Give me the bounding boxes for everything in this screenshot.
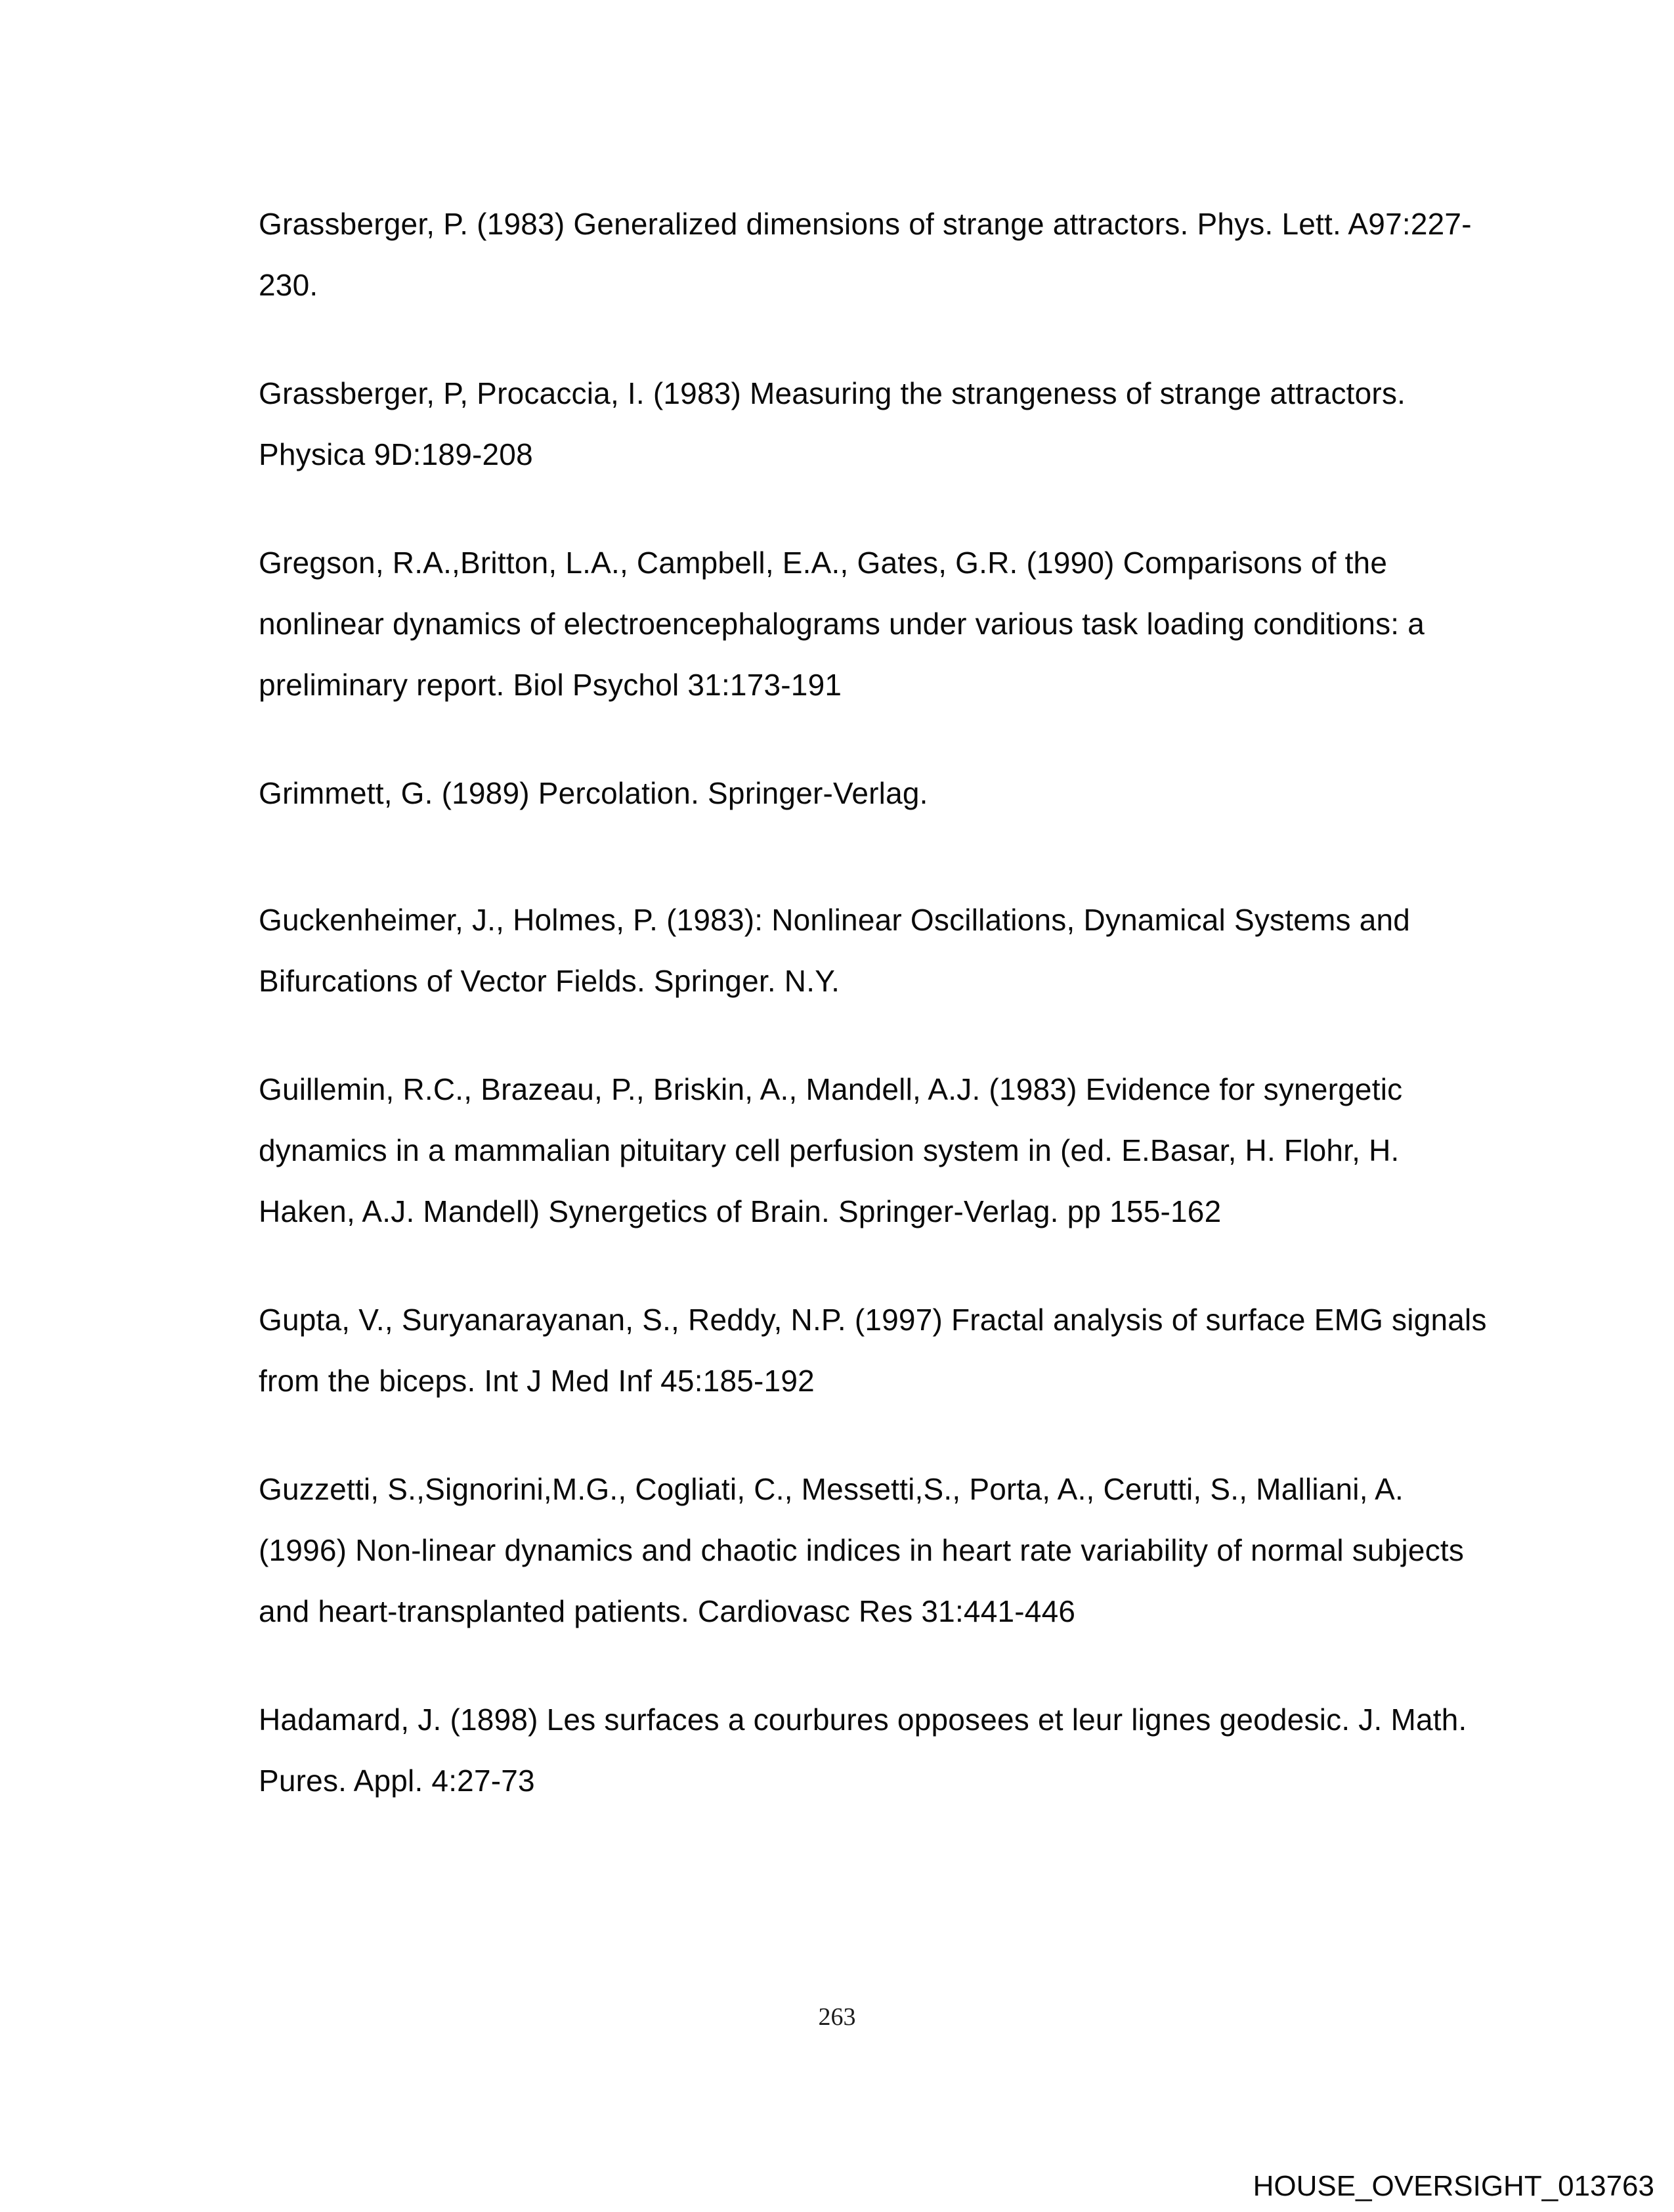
reference-entry: Guzzetti, S.,Signorini,M.G., Cogliati, C., Messetti,S., Porta, A., Cerutti, S., Malliani, A. (1996) Non-linear dynamics and chaotic indices in heart rate variability of normal subjects and heart-transplanted patients. Cardiovasc Res 31:441-446 [259, 1472, 1465, 1628]
reference-entry: Hadamard, J. (1898) Les surfaces a courbures opposees et leur lignes geodesic. J. Math. Pures. Appl. 4:27-73 [259, 1702, 1467, 1798]
reference-entry: Grimmett, G. (1989) Percolation. Springer-Verlag. [259, 776, 928, 810]
reference-entry: Grassberger, P, Procaccia, I. (1983) Measuring the strangeness of strange attractors. Physica 9D:189-208 [259, 376, 1406, 471]
page-number: 263 [818, 2003, 856, 2031]
references-list [259, 194, 1496, 1859]
reference-entry: Gregson, R.A.,Britton, L.A., Campbell, E.A., Gates, G.R. (1990) Comparisons of the nonlinear dynamics of electroencephalograms under various task loading conditions: a preliminary report. Biol Psychol 31:173-191 [259, 546, 1425, 702]
bates-stamp: HOUSE_OVERSIGHT_013763 [1253, 2170, 1654, 2202]
reference-entry: Guckenheimer, J., Holmes, P. (1983): Nonlinear Oscillations, Dynamical Systems and Bifurcations of Vector Fields. Springer. N.Y. [259, 903, 1411, 998]
reference-entry: Grassberger, P. (1983) Generalized dimensions of strange attractors. Phys. Lett. A97:227-230. [259, 207, 1472, 302]
reference-entry: Guillemin, R.C., Brazeau, P., Briskin, A., Mandell, A.J. (1983) Evidence for synergetic dynamics in a mammalian pituitary cell perfusion system in (ed. E.Basar, H. Flohr, H. Haken, A.J. Mandell) Synergetics of Brain. Springer-Verlag. pp 155-162 [259, 1072, 1403, 1228]
reference-entry: Gupta, V., Suryanarayanan, S., Reddy, N.P. (1997) Fractal analysis of surface EMG signals from the biceps. Int J Med Inf 45:185-192 [259, 1303, 1487, 1398]
